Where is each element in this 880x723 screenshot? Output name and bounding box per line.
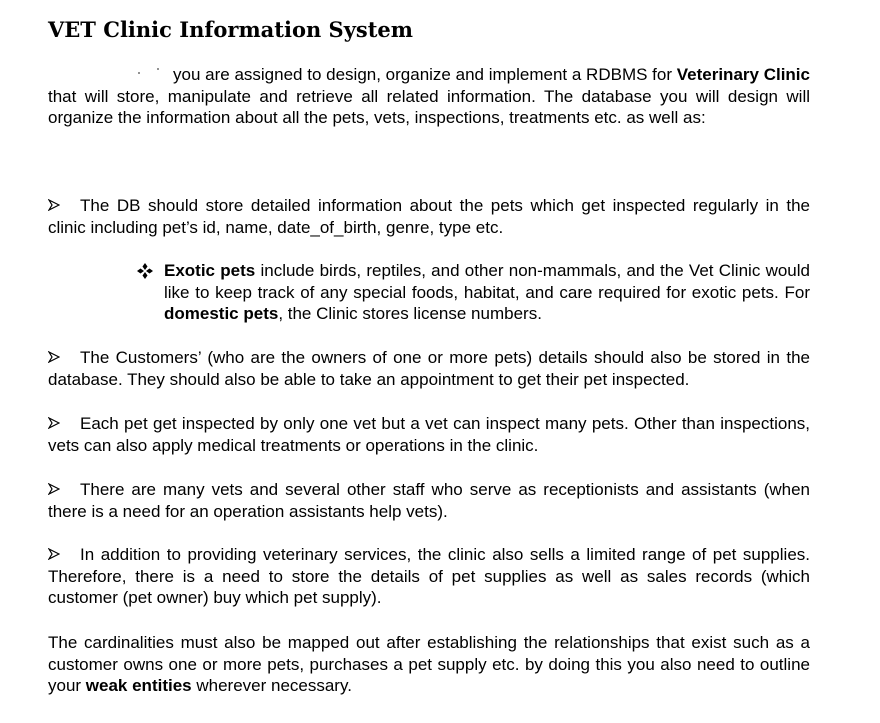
- arrowhead-bullet-icon: [48, 413, 80, 434]
- sub-bullet-exotic-pets: [164, 260, 810, 325]
- bullet-pet-supplies: [48, 544, 810, 609]
- sub-bullet-bold-2: domestic pets: [164, 304, 279, 323]
- bullet-text: There are many vets and several other staff who serve as receptionists and assistants (when there is a need for an operation assistants help vets).: [48, 480, 810, 521]
- document-title: VET Clinic Information System: [48, 17, 414, 42]
- intro-bold-text: Veterinary Clinic: [676, 65, 810, 84]
- bullet-customers: [48, 347, 810, 390]
- closing-text: The cardinalities must also be mapped out after establishing the relationships that exist such as a customer owns one or more pets, purchases a pet supply etc. by doing this you also need to outline your: [48, 633, 810, 695]
- sub-bullet-bold-1: Exotic pets: [164, 261, 256, 280]
- bullet-pets: [48, 195, 810, 238]
- bullet-text: Each pet get inspected by only one vet but a vet can inspect many pets. Other than inspections, vets can also apply medical treatments or operations in the clinic.: [48, 414, 810, 455]
- closing-bold-text: weak entities: [85, 676, 192, 695]
- arrowhead-bullet-icon: [48, 544, 80, 565]
- bullet-staff: [48, 479, 810, 522]
- closing-text-continued: wherever necessary.: [191, 676, 352, 695]
- arrowhead-bullet-icon: [48, 347, 80, 368]
- bullet-text: In addition to providing veterinary services, the clinic also sells a limited range of pet supplies. Therefore, there is a need to store the details of pet supplies as well as sales records (which customer (pet owner) buy which pet supply).: [48, 545, 810, 607]
- closing-paragraph: [48, 632, 810, 697]
- arrowhead-bullet-icon: [48, 479, 80, 500]
- bullet-text: The Customers’ (who are the owners of one or more pets) details should also be stored in the database. They should also be able to take an appointment to get their pet inspected.: [48, 348, 810, 389]
- four-diamond-bullet-icon: [136, 262, 154, 280]
- sub-bullet-text-1: include birds, reptiles, and other non-mammals, and the Vet Clinic would like to keep track of any special foods, habitat, and care required for exotic pets. For: [164, 261, 810, 302]
- arrowhead-bullet-icon: [48, 195, 80, 216]
- intro-text-continued: that will store, manipulate and retrieve all related information. The database you will design will organize the information about all the pets, vets, inspections, treatments etc. as well as:: [48, 86, 810, 127]
- intro-paragraph: [48, 64, 810, 129]
- sub-bullet-text-2: , the Clinic stores license numbers.: [278, 304, 542, 323]
- bullet-text: The DB should store detailed information about the pets which get inspected regularly in the clinic including pet’s id, name, date_of_birth, genre, type etc.: [48, 196, 810, 237]
- bullet-inspections: [48, 413, 810, 456]
- intro-text: you are assigned to design, organize and implement a RDBMS for: [173, 65, 677, 84]
